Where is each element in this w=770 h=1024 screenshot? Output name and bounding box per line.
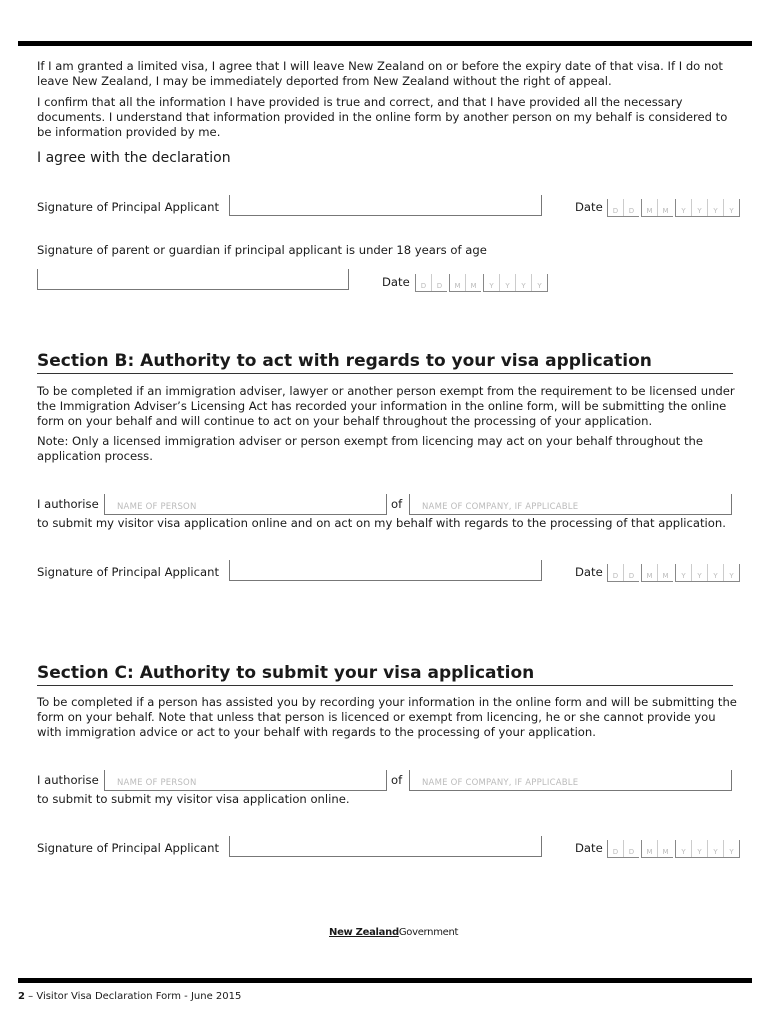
date-segment-d[interactable]	[607, 564, 639, 582]
date-cell: Y	[708, 840, 724, 857]
limited-visa-paragraph: If I am granted a limited visa, I agree that I will leave New Zealand on or before the expiry date of that visa. If I do not leave New Zealand, I may be immediately deported from New Zealand without the right of appeal.	[37, 59, 723, 88]
person-placeholder: NAME OF PERSON	[117, 502, 197, 512]
b-sig-label: Signature of Principal Applicant	[37, 565, 220, 579]
b-date-field[interactable]	[607, 564, 742, 582]
section-c-intro: To be completed if a person has assisted you by recording your information in the online form and will be submitting the form on your behalf. Note that unless that person is licenced or exempt from licencing, he or she cannot provide you with immigration advice or act to your behalf with regards to the processing of your application.	[37, 695, 737, 739]
top-rule	[18, 41, 752, 46]
sig-principal-field[interactable]	[229, 195, 542, 216]
c-person-name-field[interactable]	[104, 770, 387, 791]
date-cell: D	[608, 564, 624, 581]
of-label: of	[391, 497, 403, 511]
b-company-field[interactable]	[409, 494, 732, 515]
date-segment-d[interactable]	[415, 274, 447, 292]
date-cell: Y	[708, 564, 724, 581]
date-cell: Y	[692, 840, 708, 857]
c-of-label: of	[391, 773, 403, 787]
nz-government-logo	[329, 927, 458, 938]
date-cell: Y	[692, 199, 708, 216]
date-cell: M	[662, 848, 669, 856]
footer	[18, 991, 241, 1002]
date-cell: D	[608, 199, 624, 216]
date-cell: M	[470, 282, 477, 290]
section-b-note: Note: Only a licensed immigration adviser or person exempt from licencing may act on your behalf throughout the application process.	[37, 434, 704, 463]
date-segment-m[interactable]	[641, 564, 673, 582]
authorise-label: I authorise	[37, 497, 99, 511]
date-cell: M	[450, 274, 466, 291]
date-cell: D	[628, 207, 635, 215]
date-cell: Y	[729, 572, 734, 580]
date-cell: Y	[676, 564, 692, 581]
date-segment-y[interactable]	[675, 840, 740, 858]
date-cell: M	[642, 564, 658, 581]
parent-date-label: Date	[382, 275, 410, 289]
date-cell: Y	[729, 207, 734, 215]
sig-parent-label: Signature of parent or guardian if principal applicant is under 18 years of age	[37, 243, 487, 257]
date-cell: Y	[516, 274, 532, 291]
date-label: Date	[575, 200, 603, 214]
sig-principal-label: Signature of Principal Applicant	[37, 200, 220, 214]
c-sig-label: Signature of Principal Applicant	[37, 841, 220, 855]
date-segment-d[interactable]	[607, 840, 639, 858]
date-cell: Y	[537, 282, 542, 290]
c-authorise-label: I authorise	[37, 773, 99, 787]
logo-part1: New Zealand	[329, 927, 399, 938]
sig-parent-field[interactable]	[37, 269, 349, 290]
date-cell: D	[436, 282, 443, 290]
parent-date-field[interactable]	[415, 274, 550, 292]
company-placeholder: NAME OF COMPANY, IF APPLICABLE	[422, 778, 579, 788]
section-c-title: Section C: Authority to submit your visa application	[37, 663, 733, 686]
date-cell: Y	[500, 274, 516, 291]
section-b-title: Section B: Authority to act with regards to your visa application	[37, 351, 733, 374]
date-cell: M	[642, 199, 658, 216]
b-sig-field[interactable]	[229, 560, 542, 581]
logo-part2: Government	[398, 927, 459, 938]
date-cell: M	[662, 207, 669, 215]
date-cell: Y	[484, 274, 500, 291]
date-cell: Y	[676, 199, 692, 216]
company-placeholder: NAME OF COMPANY, IF APPLICABLE	[422, 502, 579, 512]
c-date-label: Date	[575, 841, 603, 855]
b-date-label: Date	[575, 565, 603, 579]
date-segment-m[interactable]	[449, 274, 481, 292]
b-person-name-field[interactable]	[104, 494, 387, 515]
date-cell: Y	[729, 848, 734, 856]
date-cell: D	[628, 848, 635, 856]
date-field[interactable]	[607, 199, 742, 217]
date-cell: M	[662, 572, 669, 580]
date-cell: D	[416, 274, 432, 291]
b-submit-text: to submit my visitor visa application online and on act on my behalf with regards to the processing of that application.	[37, 516, 726, 530]
agree-heading: I agree with the declaration	[37, 150, 231, 166]
date-cell: D	[608, 840, 624, 857]
footer-text: – Visitor Visa Declaration Form - June 2015	[24, 991, 242, 1002]
section-b-intro: To be completed if an immigration adviser, lawyer or another person exempt from the requirement to be licensed under the Immigration Adviser’s Licensing Act has recorded your information in the online form, will be submitting the online form on your behalf and will continue to act on your behalf throughout the processing of your application.	[37, 384, 735, 428]
date-cell: Y	[708, 199, 724, 216]
date-cell: Y	[676, 840, 692, 857]
c-sig-field[interactable]	[229, 836, 542, 857]
bottom-rule	[18, 978, 752, 983]
date-cell: Y	[692, 564, 708, 581]
date-cell: M	[642, 840, 658, 857]
date-cell: D	[628, 572, 635, 580]
c-date-field[interactable]	[607, 840, 742, 858]
date-segment-m[interactable]	[641, 199, 673, 217]
date-segment-m[interactable]	[641, 840, 673, 858]
c-submit-text: to submit to submit my visitor visa application online.	[37, 792, 350, 806]
confirm-paragraph: I confirm that all the information I have provided is true and correct, and that I have provided all the necessary documents. I understand that information provided in the online form by another person on my behalf is considered to be information provided by me.	[37, 95, 728, 139]
c-company-field[interactable]	[409, 770, 732, 791]
date-segment-d[interactable]	[607, 199, 639, 217]
date-segment-y[interactable]	[483, 274, 548, 292]
date-segment-y[interactable]	[675, 199, 740, 217]
page-number: 2	[18, 991, 25, 1002]
date-segment-y[interactable]	[675, 564, 740, 582]
person-placeholder: NAME OF PERSON	[117, 778, 197, 788]
